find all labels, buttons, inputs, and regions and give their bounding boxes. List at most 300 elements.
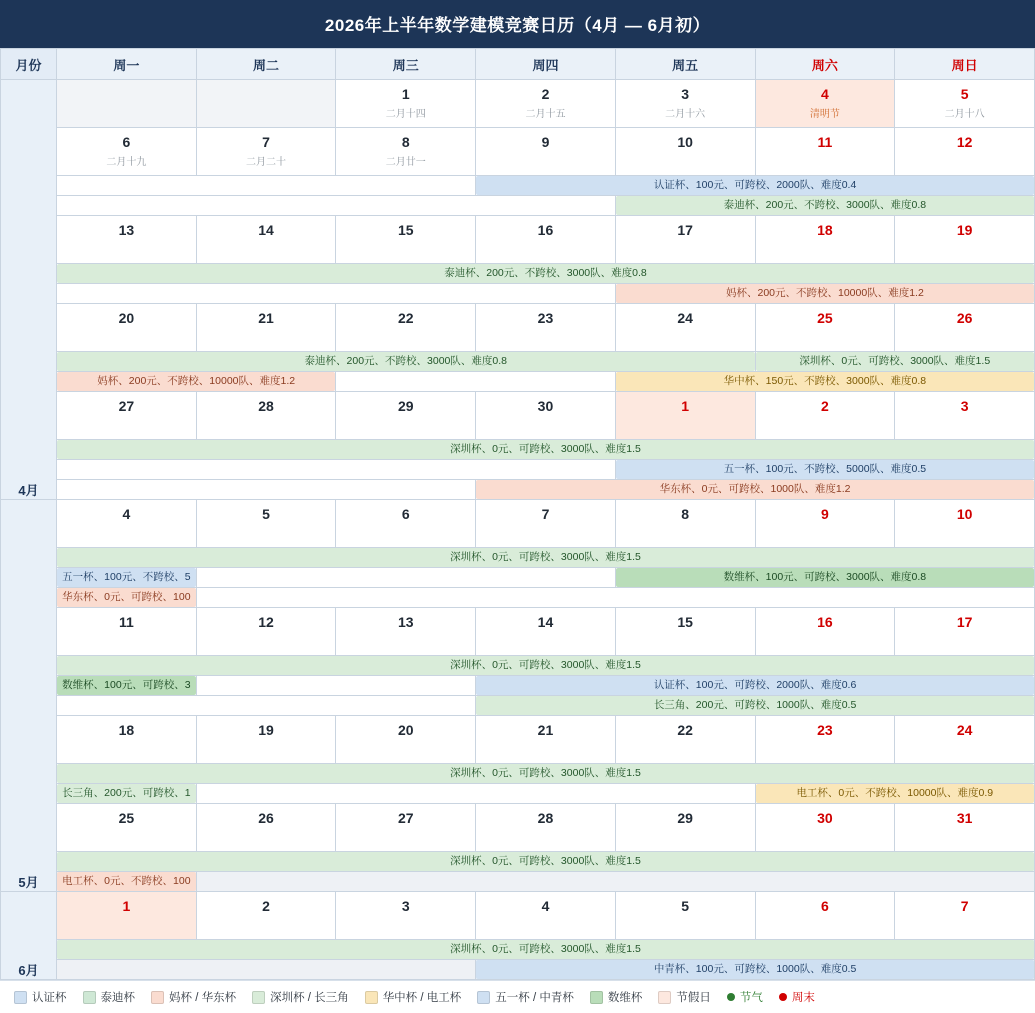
day-number: 4: [122, 506, 131, 522]
day-cell[interactable]: [196, 716, 336, 764]
day-cell[interactable]: [615, 892, 755, 940]
day-number: 19: [258, 722, 274, 738]
week-row: [1, 804, 1035, 852]
legend-label: 认证杯: [32, 992, 67, 1004]
legend-item: [14, 989, 67, 1005]
event-cell[interactable]: [476, 676, 1035, 696]
day-number: 14: [537, 614, 554, 630]
day-cell[interactable]: [336, 892, 476, 940]
event-bar: [197, 872, 1034, 891]
day-number: 25: [817, 310, 833, 326]
event-bar: [197, 588, 1034, 607]
lunar-label: 二月十六: [665, 109, 706, 120]
event-bar[interactable]: 妈杯、200元、不跨校、10000队、难度1.2: [57, 372, 335, 391]
day-cell[interactable]: [895, 716, 1035, 764]
event-row: [1, 676, 1035, 696]
header-day-sat: 周六: [755, 49, 895, 80]
header-row: [1, 49, 1035, 80]
day-number: 6: [122, 134, 131, 150]
day-cell[interactable]: [57, 608, 197, 656]
legend-dot-icon: [779, 993, 787, 1001]
page-title: 2026年上半年数学建模竞赛日历（4月 — 6月初）: [0, 0, 1035, 48]
day-number: 21: [258, 310, 274, 326]
day-number: 26: [258, 810, 274, 826]
event-bar[interactable]: 深圳杯、0元、可跨校、3000队、难度1.5: [57, 764, 1034, 783]
day-number: 23: [817, 722, 833, 738]
day-number: 8: [401, 134, 410, 150]
day-number: 28: [258, 398, 274, 414]
legend-item: [83, 989, 136, 1005]
day-number: 6: [820, 898, 829, 914]
legend: [0, 980, 1035, 1013]
day-number: 30: [537, 398, 554, 414]
event-cell[interactable]: [476, 176, 1035, 196]
legend-label: 数维杯: [607, 992, 643, 1004]
event-bar[interactable]: 深圳杯、0元、可跨校、3000队、难度1.5: [756, 352, 1034, 371]
day-cell[interactable]: [895, 216, 1035, 264]
day-number: 4: [820, 86, 829, 102]
day-cell[interactable]: [476, 608, 616, 656]
event-cell[interactable]: [57, 852, 1035, 872]
event-row: [1, 696, 1035, 716]
event-bar: [197, 784, 755, 803]
lunar-label: 二月廿一: [385, 157, 426, 168]
day-cell[interactable]: [895, 608, 1035, 656]
day-number: 3: [960, 398, 969, 414]
day-number: 17: [677, 222, 693, 238]
day-cell[interactable]: [755, 804, 895, 852]
day-cell[interactable]: [895, 80, 1035, 128]
calendar-table: [0, 48, 1035, 980]
event-cell[interactable]: [615, 568, 1034, 588]
event-cell-empty: [196, 676, 475, 696]
month-label: 4月: [1, 80, 57, 500]
day-cell[interactable]: [615, 716, 755, 764]
day-cell[interactable]: [196, 216, 336, 264]
event-bar: [57, 176, 475, 195]
day-cell[interactable]: [476, 128, 616, 176]
event-bar[interactable]: 长三角、200元、可跨校、1: [57, 784, 196, 803]
event-cell-empty: [57, 284, 616, 304]
day-cell[interactable]: [755, 392, 895, 440]
event-cell[interactable]: [57, 940, 1035, 960]
event-row: [1, 372, 1035, 392]
day-cell[interactable]: [895, 892, 1035, 940]
day-cell-empty: [196, 80, 336, 128]
event-cell[interactable]: [57, 588, 197, 608]
event-row: [1, 784, 1035, 804]
event-bar[interactable]: 中青杯、100元、可跨校、1000队、难度0.5: [476, 960, 1034, 979]
event-row: [1, 480, 1035, 500]
event-bar: [57, 196, 615, 215]
event-bar[interactable]: 长三角、200元、可跨校、1000队、难度0.5: [476, 696, 1034, 715]
event-cell-empty: [57, 960, 476, 980]
day-number: 20: [118, 310, 135, 326]
header-month-col: 月份: [1, 49, 57, 80]
day-cell[interactable]: [196, 892, 336, 940]
calendar-body: [1, 80, 1035, 980]
day-cell[interactable]: [336, 804, 476, 852]
day-number: 3: [681, 86, 690, 102]
legend-label: 华中杯 / 电工杯: [382, 992, 462, 1004]
event-bar[interactable]: 华东杯、0元、可跨校、100: [57, 588, 196, 607]
day-number: 31: [956, 810, 973, 826]
lunar-label: 二月十四: [385, 109, 426, 120]
day-number: 29: [677, 810, 693, 826]
day-cell[interactable]: [476, 304, 616, 352]
event-bar: [57, 960, 475, 979]
day-cell[interactable]: [196, 128, 336, 176]
day-number: 27: [397, 810, 414, 826]
event-bar[interactable]: 深圳杯、0元、可跨校、3000队、难度1.5: [57, 940, 1034, 959]
day-cell[interactable]: [336, 500, 476, 548]
event-bar[interactable]: 认证杯、100元、可跨校、2000队、难度0.4: [476, 176, 1034, 195]
event-bar[interactable]: 妈杯、200元、不跨校、10000队、难度1.2: [616, 284, 1034, 303]
event-cell[interactable]: [755, 352, 1034, 372]
day-cell[interactable]: [615, 500, 755, 548]
event-row: [1, 588, 1035, 608]
event-cell[interactable]: [57, 372, 336, 392]
event-cell[interactable]: [57, 872, 197, 892]
day-number: 3: [401, 898, 410, 914]
day-number: 27: [118, 398, 135, 414]
day-number: 18: [817, 222, 833, 238]
event-row: [1, 940, 1035, 960]
event-bar: [197, 676, 475, 695]
legend-item: [727, 989, 763, 1005]
day-number: 24: [956, 722, 973, 738]
event-cell[interactable]: [476, 960, 1035, 980]
day-cell[interactable]: [196, 804, 336, 852]
header-day-wed: 周三: [336, 49, 476, 80]
day-number: 25: [118, 810, 135, 826]
day-number: 2: [820, 398, 829, 414]
event-cell[interactable]: [615, 372, 1034, 392]
week-row: [1, 216, 1035, 264]
day-number: 7: [960, 898, 969, 914]
day-cell[interactable]: [755, 500, 895, 548]
day-cell[interactable]: [196, 608, 336, 656]
event-cell[interactable]: [57, 676, 197, 696]
day-number: 11: [118, 614, 134, 630]
day-cell[interactable]: [895, 804, 1035, 852]
event-cell[interactable]: [57, 784, 197, 804]
day-number: 16: [537, 222, 554, 238]
event-cell[interactable]: [615, 196, 1034, 216]
day-cell[interactable]: [476, 500, 616, 548]
event-cell-empty: [196, 872, 1034, 892]
day-cell[interactable]: [57, 804, 197, 852]
week-row: [1, 500, 1035, 548]
event-bar[interactable]: 泰迪杯、200元、不跨校、3000队、难度0.8: [616, 196, 1034, 215]
legend-item: [590, 989, 643, 1005]
event-row: [1, 352, 1035, 372]
day-cell[interactable]: [57, 716, 197, 764]
day-number: 16: [817, 614, 833, 630]
legend-label: 节假日: [676, 992, 711, 1004]
day-cell[interactable]: [57, 304, 197, 352]
calendar-header: [1, 49, 1035, 80]
day-number: 15: [397, 222, 414, 238]
day-number: 18: [118, 722, 135, 738]
event-cell-empty: [196, 588, 1034, 608]
day-number: 4: [541, 898, 550, 914]
day-cell[interactable]: [57, 892, 197, 940]
header-day-fri: 周五: [615, 49, 755, 80]
day-number: 1: [122, 898, 131, 914]
event-bar: [57, 696, 475, 715]
event-row: [1, 656, 1035, 676]
week-row: [1, 392, 1035, 440]
day-cell[interactable]: [615, 128, 755, 176]
week-row: [1, 892, 1035, 940]
event-row: [1, 176, 1035, 196]
month-label: 6月: [1, 892, 57, 980]
day-cell[interactable]: [755, 892, 895, 940]
lunar-label: 二月十五: [525, 109, 566, 120]
event-cell[interactable]: [615, 284, 1034, 304]
event-row: [1, 960, 1035, 980]
day-number: 1: [401, 86, 410, 102]
day-cell[interactable]: [755, 128, 895, 176]
event-cell[interactable]: [57, 568, 197, 588]
lunar-label: 二月二十: [246, 157, 287, 168]
day-cell[interactable]: [336, 608, 476, 656]
day-cell[interactable]: [615, 392, 755, 440]
day-number: 1: [681, 398, 690, 414]
day-number: 2: [541, 86, 550, 102]
month-label: 5月: [1, 500, 57, 892]
event-bar[interactable]: 五一杯、100元、不跨校、5: [57, 568, 196, 587]
day-cell[interactable]: [196, 392, 336, 440]
day-cell[interactable]: [476, 216, 616, 264]
event-row: [1, 440, 1035, 460]
day-number: 10: [677, 134, 693, 150]
header-day-sun: 周日: [895, 49, 1035, 80]
event-row: [1, 852, 1035, 872]
day-number: 5: [960, 86, 969, 102]
day-cell[interactable]: [755, 80, 895, 128]
legend-item: [252, 989, 349, 1005]
event-bar[interactable]: 数维杯、100元、可跨校、3: [57, 676, 196, 695]
event-bar[interactable]: 泰迪杯、200元、不跨校、3000队、难度0.8: [57, 264, 1034, 283]
day-cell[interactable]: [476, 392, 616, 440]
day-number: 29: [397, 398, 414, 414]
day-cell[interactable]: [755, 716, 895, 764]
event-bar: [57, 460, 615, 479]
legend-label: 五一杯 / 中青杯: [495, 992, 574, 1004]
day-cell[interactable]: [336, 716, 476, 764]
day-number: 5: [681, 898, 690, 914]
event-row: [1, 764, 1035, 784]
lunar-label: 二月十九: [106, 157, 147, 168]
event-bar[interactable]: 深圳杯、0元、可跨校、3000队、难度1.5: [57, 656, 1034, 675]
event-bar[interactable]: 华中杯、150元、不跨校、3000队、难度0.8: [616, 372, 1034, 391]
legend-dot-icon: [727, 993, 735, 1001]
day-number: 17: [956, 614, 973, 630]
legend-label: 泰迪杯: [100, 992, 135, 1004]
event-cell-empty: [57, 196, 616, 216]
day-cell[interactable]: [476, 716, 616, 764]
legend-swatch-icon: [658, 991, 671, 1004]
day-number: 7: [262, 134, 270, 150]
day-cell[interactable]: [895, 304, 1035, 352]
day-cell[interactable]: [895, 128, 1035, 176]
event-bar[interactable]: 电工杯、0元、不跨校、100: [57, 872, 196, 891]
day-cell[interactable]: [755, 216, 895, 264]
day-cell[interactable]: [895, 500, 1035, 548]
day-number: 21: [537, 722, 554, 738]
lunar-label: 二月十八: [944, 109, 985, 120]
legend-swatch-icon: [365, 991, 378, 1004]
event-row: [1, 196, 1035, 216]
event-bar[interactable]: 数维杯、100元、可跨校、3000队、难度0.8: [616, 568, 1034, 587]
event-bar[interactable]: 深圳杯、0元、可跨校、3000队、难度1.5: [57, 440, 1034, 459]
day-cell[interactable]: [57, 128, 197, 176]
day-cell[interactable]: [336, 392, 476, 440]
event-cell[interactable]: [57, 656, 1035, 676]
day-cell-empty: [57, 80, 197, 128]
day-number: 26: [956, 310, 973, 326]
event-cell[interactable]: [57, 764, 1035, 784]
event-bar[interactable]: 泰迪杯、200元、不跨校、3000队、难度0.8: [57, 352, 755, 371]
event-cell[interactable]: [476, 696, 1035, 716]
legend-swatch-icon: [151, 991, 164, 1004]
day-cell[interactable]: [57, 500, 197, 548]
event-cell[interactable]: [755, 784, 1034, 804]
day-cell[interactable]: [57, 392, 197, 440]
event-bar[interactable]: 认证杯、100元、可跨校、2000队、难度0.6: [476, 676, 1034, 695]
event-bar: [57, 284, 615, 303]
day-cell[interactable]: [196, 500, 336, 548]
day-number: 12: [956, 134, 973, 150]
day-cell[interactable]: [615, 216, 755, 264]
event-cell-empty: [57, 460, 616, 480]
day-cell[interactable]: [476, 804, 616, 852]
day-number: 30: [817, 810, 833, 826]
event-bar[interactable]: 华东杯、0元、可跨校、1000队、难度1.2: [476, 480, 1034, 499]
day-cell[interactable]: [476, 80, 616, 128]
legend-label: 深圳杯 / 长三角: [270, 992, 349, 1004]
legend-item: [779, 989, 815, 1005]
event-row: [1, 460, 1035, 480]
event-cell-empty: [57, 176, 476, 196]
day-number: 12: [258, 614, 274, 630]
event-cell-empty: [196, 784, 755, 804]
day-cell[interactable]: [196, 304, 336, 352]
day-cell[interactable]: [615, 608, 755, 656]
day-number: 2: [262, 898, 270, 914]
day-cell[interactable]: [755, 608, 895, 656]
day-number: 14: [258, 222, 274, 238]
day-number: 28: [537, 810, 554, 826]
day-cell[interactable]: [476, 892, 616, 940]
week-row: [1, 716, 1035, 764]
event-row: [1, 284, 1035, 304]
event-cell-empty: [57, 696, 476, 716]
lunar-label: 清明节: [809, 109, 840, 120]
event-cell-empty: [196, 568, 615, 588]
week-row: [1, 128, 1035, 176]
event-bar[interactable]: 电工杯、0元、不跨校、10000队、难度0.9: [756, 784, 1034, 803]
week-row: [1, 80, 1035, 128]
day-number: 20: [397, 722, 414, 738]
day-number: 22: [397, 310, 414, 326]
day-number: 9: [541, 134, 550, 150]
day-cell[interactable]: [336, 80, 476, 128]
week-row: [1, 608, 1035, 656]
legend-item: [477, 989, 574, 1005]
day-number: 13: [118, 222, 135, 238]
day-cell[interactable]: [615, 804, 755, 852]
legend-label: 妈杯 / 华东杯: [169, 992, 237, 1004]
day-number: 22: [677, 722, 693, 738]
day-number: 13: [397, 614, 414, 630]
day-cell[interactable]: [336, 304, 476, 352]
event-bar: [57, 480, 475, 499]
header-day-thu: 周四: [476, 49, 616, 80]
day-number: 11: [817, 134, 833, 150]
event-cell[interactable]: [57, 352, 756, 372]
event-bar: [336, 372, 614, 391]
day-number: 24: [677, 310, 693, 326]
legend-swatch-icon: [477, 991, 490, 1004]
event-cell[interactable]: [57, 264, 1035, 284]
header-day-mon: 周一: [57, 49, 197, 80]
legend-item: [658, 989, 711, 1005]
event-cell[interactable]: [57, 440, 1035, 460]
legend-swatch-icon: [14, 991, 27, 1004]
legend-item: [151, 989, 236, 1005]
day-cell[interactable]: [615, 304, 755, 352]
event-row: [1, 568, 1035, 588]
legend-label: 周末: [791, 992, 815, 1004]
day-number: 7: [541, 506, 550, 522]
day-number: 8: [681, 506, 690, 522]
event-bar[interactable]: 五一杯、100元、不跨校、5000队、难度0.5: [616, 460, 1034, 479]
event-bar: [197, 568, 615, 587]
event-row: [1, 264, 1035, 284]
legend-item: [365, 989, 462, 1005]
event-cell[interactable]: [57, 548, 1035, 568]
event-cell[interactable]: [476, 480, 1035, 500]
event-cell-empty: [336, 372, 615, 392]
event-bar[interactable]: 深圳杯、0元、可跨校、3000队、难度1.5: [57, 852, 1034, 871]
event-cell[interactable]: [615, 460, 1034, 480]
event-cell-empty: [57, 480, 476, 500]
header-day-tue: 周二: [196, 49, 336, 80]
day-cell[interactable]: [895, 392, 1035, 440]
day-number: 19: [956, 222, 973, 238]
day-number: 5: [262, 506, 270, 522]
day-cell[interactable]: [57, 216, 197, 264]
legend-swatch-icon: [252, 991, 265, 1004]
day-cell[interactable]: [755, 304, 895, 352]
legend-label: 节气: [739, 992, 763, 1004]
legend-swatch-icon: [83, 991, 96, 1004]
event-row: [1, 872, 1035, 892]
event-bar[interactable]: 深圳杯、0元、可跨校、3000队、难度1.5: [57, 548, 1034, 567]
day-cell[interactable]: [615, 80, 755, 128]
event-row: [1, 548, 1035, 568]
day-number: 6: [401, 506, 410, 522]
week-row: [1, 304, 1035, 352]
day-number: 10: [956, 506, 973, 522]
day-cell[interactable]: [336, 128, 476, 176]
day-cell[interactable]: [336, 216, 476, 264]
day-number: 9: [820, 506, 829, 522]
day-number: 15: [677, 614, 693, 630]
